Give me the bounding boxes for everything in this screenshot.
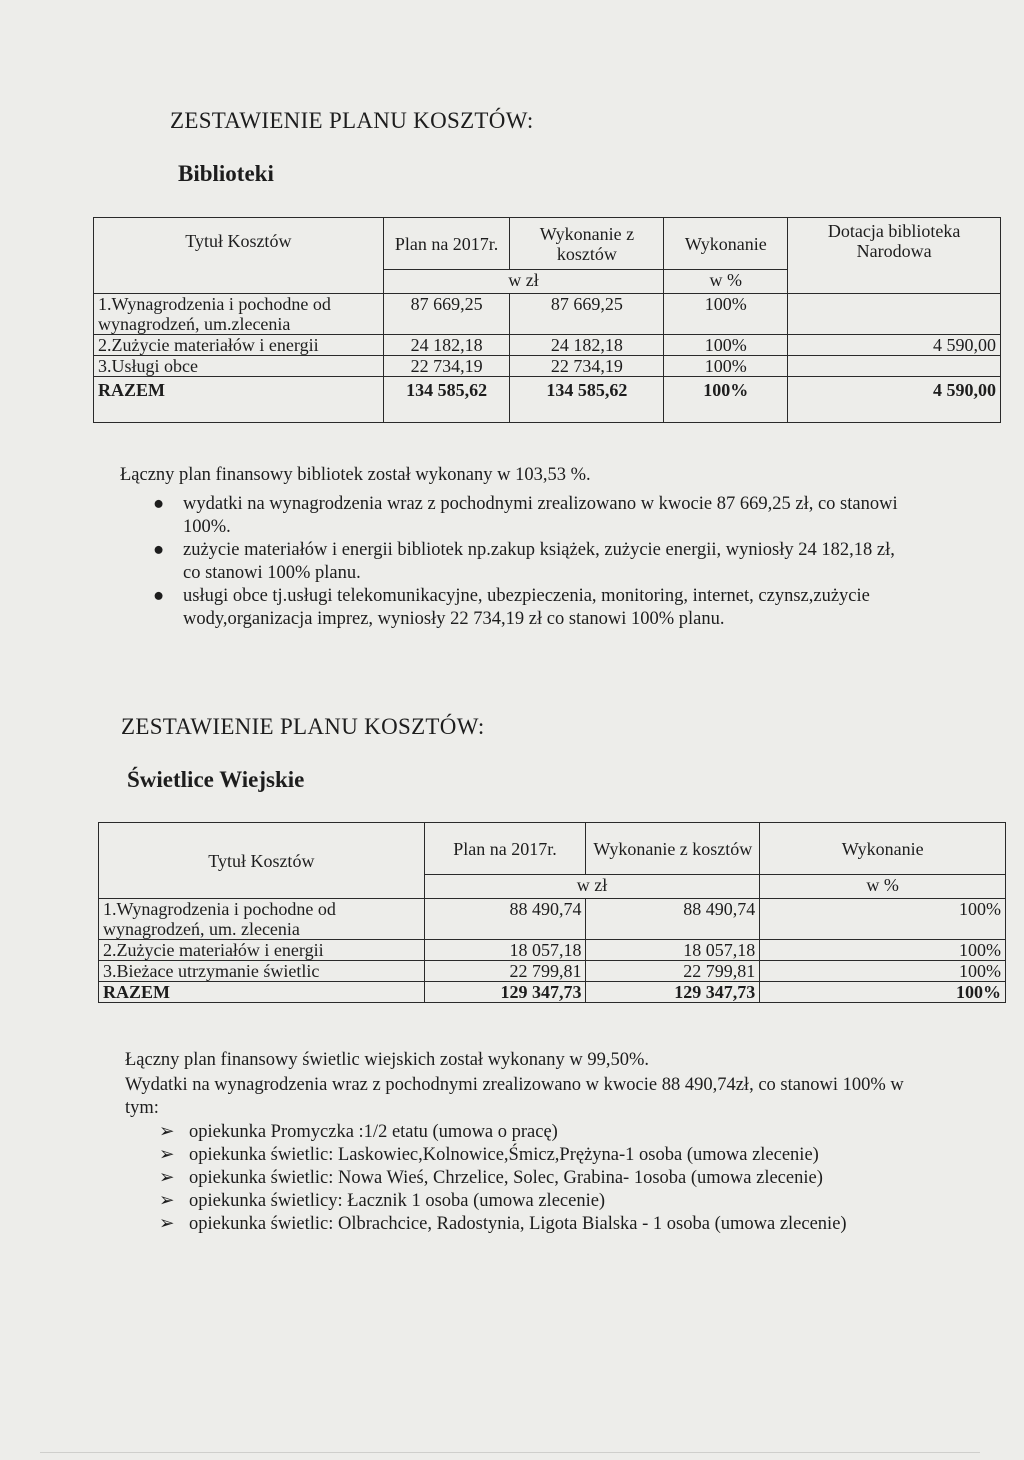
arrow-bullet-icon: ➢ xyxy=(159,1214,175,1234)
table-row: 2.Zużycie materiałów i energii 18 057,18 18 057,18 100% xyxy=(99,940,1006,961)
unit-pln: w zł xyxy=(383,270,664,294)
section-subheading-swietlice: Świetlice Wiejskie xyxy=(127,767,305,792)
list-item: ➢ opiekunka świetlic: Olbrachcice, Radostynia, Ligota Bialska - 1 osoba (umowa zlecenie) xyxy=(159,1214,847,1234)
section-heading-biblioteki: ZESTAWIENIE PLANU KOSZTÓW: xyxy=(170,108,534,133)
list-item: ➢ opiekunka świetlic: Laskowiec,Kolnowice,Śmicz,Prężyna-1 osoba (umowa zlecenie) xyxy=(159,1145,819,1165)
list-item: ➢ opiekunka Promyczka :1/2 etatu (umowa o pracę) xyxy=(159,1122,558,1142)
bullet-dot-icon: ● xyxy=(153,540,165,560)
list-item: ● zużycie materiałów i energii bibliotek np.zakup książek, zużycie energii, wyniosły 24 182,18 zł, co stanowi 100% planu. xyxy=(153,540,895,583)
arrow-list-swietlice xyxy=(159,1121,959,1236)
bullet-dot-icon: ● xyxy=(153,494,165,514)
header-plan: Plan na 2017r. xyxy=(383,218,510,270)
table-total-row: RAZEM 129 347,73 129 347,73 100% xyxy=(99,982,1006,1003)
table-total-row: RAZEM 134 585,62 134 585,62 100% 4 590,00 xyxy=(94,377,1001,423)
table-row: 1.Wynagrodzenia i pochodne od wynagrodzeń, um.zlecenia 87 669,25 87 669,25 100% xyxy=(94,294,1001,335)
list-item: ➢ opiekunka świetlic: Nowa Wieś, Chrzelice, Solec, Grabina- 1osoba (umowa zlecenie) xyxy=(159,1168,823,1188)
summary-biblioteki: Łączny plan finansowy bibliotek został wykonany w 103,53 %. xyxy=(120,465,591,485)
unit-pln: w zł xyxy=(424,875,760,899)
unit-pct: w % xyxy=(664,270,788,294)
costs-table-biblioteki xyxy=(93,217,1001,423)
table-row: 2.Zużycie materiałów i energii 24 182,18 24 182,18 100% 4 590,00 xyxy=(94,335,1001,356)
table-header-row xyxy=(94,218,1001,270)
page-bottom-divider xyxy=(40,1452,980,1453)
section-heading-swietlice: ZESTAWIENIE PLANU KOSZTÓW: xyxy=(121,714,485,739)
header-grant: Dotacja biblioteka Narodowa xyxy=(788,218,1001,294)
table-row: 3.Bieżace utrzymanie świetlic 22 799,81 22 799,81 100% xyxy=(99,961,1006,982)
header-exec-costs: Wykonanie z kosztów xyxy=(510,218,664,270)
arrow-bullet-icon: ➢ xyxy=(159,1122,175,1142)
bullet-dot-icon: ● xyxy=(153,586,165,606)
header-plan: Plan na 2017r. xyxy=(424,823,586,875)
unit-pct: w % xyxy=(760,875,1006,899)
section-subheading-biblioteki: Biblioteki xyxy=(178,161,274,186)
bullet-list-biblioteki xyxy=(153,493,913,631)
header-exec: Wykonanie xyxy=(760,823,1006,875)
header-exec: Wykonanie xyxy=(664,218,788,270)
header-title: Tytuł Kosztów xyxy=(94,218,384,294)
header-exec-costs: Wykonanie z kosztów xyxy=(586,823,760,875)
summary-swietlice: Łączny plan finansowy świetlic wiejskich został wykonany w 99,50%. xyxy=(125,1050,650,1070)
list-item: ● usługi obce tj.usługi telekomunikacyjne, ubezpieczenia, monitoring, internet, czynsz,zużycie wody,organizacja imprez, wyniosły 22 734,19 zł co stanowi 100% planu. xyxy=(153,586,870,629)
costs-table-swietlice xyxy=(98,822,1006,1003)
list-item: ● wydatki na wynagrodzenia wraz z pochodnymi zrealizowano w kwocie 87 669,25 zł, co stanowi 100%. xyxy=(153,494,898,537)
table-row: 1.Wynagrodzenia i pochodne od wynagrodzeń, um. zlecenia 88 490,74 88 490,74 100% xyxy=(99,899,1006,940)
arrow-bullet-icon: ➢ xyxy=(159,1191,175,1211)
table-row: 3.Usługi obce 22 734,19 22 734,19 100% xyxy=(94,356,1001,377)
arrow-bullet-icon: ➢ xyxy=(159,1145,175,1165)
table-header-row xyxy=(99,823,1006,875)
arrow-bullet-icon: ➢ xyxy=(159,1168,175,1188)
list-item: ➢ opiekunka świetlicy: Łacznik 1 osoba (umowa zlecenie) xyxy=(159,1191,606,1211)
header-title: Tytuł Kosztów xyxy=(99,823,425,899)
summary-wynagrodzenia: Wydatki na wynagrodzenia wraz z pochodnymi zrealizowano w kwocie 88 490,74zł, co stanowi 100% w tym: xyxy=(125,1075,904,1118)
